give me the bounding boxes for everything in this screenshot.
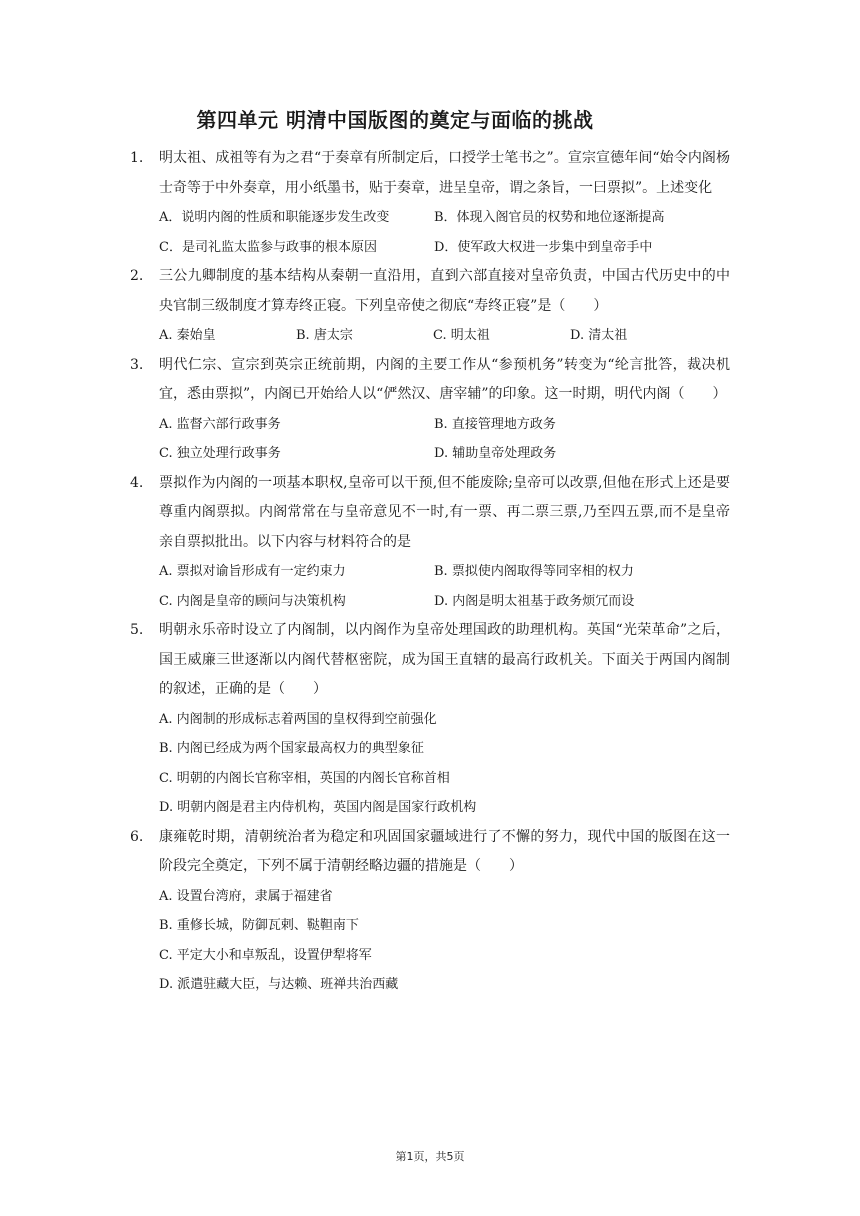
option-c: C. 明太祖: [433, 328, 490, 343]
options: [159, 705, 730, 823]
question-number: 5.: [130, 622, 144, 638]
option-b: B. 内阁已经成为两个国家最高权力的典型象征: [159, 741, 424, 756]
option-d: D. 辅助皇帝处理政务: [434, 446, 557, 461]
question-stem: 票拟作为内阁的一项基本职权,皇帝可以干预,但不能废除;皇帝可以改票,但他在形式上还是要尊重内阁票拟。内阁常常在与皇帝意见不一时,有一票、再二票三票,乃至四五票,而不是皇帝亲自票拟批出。以下内容与材料符合的是: [159, 474, 730, 550]
question-3: [130, 351, 730, 469]
question-number: 1.: [130, 150, 144, 166]
option-d: D. 明朝内阁是君主内侍机构，英国内阁是国家行政机构: [159, 800, 477, 815]
options: [159, 882, 730, 1000]
question-2: [130, 262, 730, 351]
question-number: 4.: [130, 474, 144, 491]
option-c: C. 内阁是皇帝的顾问与决策机构: [159, 593, 346, 609]
option-a: A. 票拟对谕旨形成有一定约束力: [159, 564, 346, 579]
page-footer: 第1页，共5页: [395, 1150, 465, 1163]
question-4: [130, 469, 730, 617]
page-title: 第四单元 明清中国版图的奠定与面临的挑战: [196, 108, 594, 132]
option-d: D. 内阁是明太祖基于政务烦冗而设: [434, 593, 635, 609]
option-d: D．使军政大权进一步集中到皇帝手中: [434, 239, 653, 255]
question-stem: 明朝永乐帝时设立了内阁制，以内阁作为皇帝处理国政的助理机构。英国“光荣革命”之后，国王威廉三世逐渐以内阁代替枢密院，成为国王直辖的最高行政机关。下面关于两国内阁制的叙述，正确的是（ ）: [159, 622, 730, 697]
question-stem: 明代仁宗、宣宗到英宗正统前期，内阁的主要工作从“参预机务”转变为“纶言批答，裁决机宜，悉由票拟”，内阁已开始给人以“俨然汉、唐宰辅”的印象。这一时期，明代内阁（ ）: [159, 356, 730, 402]
option-b: B. 重修长城，防御瓦剌、鞑靼南下: [159, 918, 359, 933]
question-number: 3.: [130, 356, 144, 373]
question-stem: 明太祖、成祖等有为之君“于奏章有所制定后，口授学士笔书之”。宣宗宣德年间“始令内阁杨士奇等于中外奏章，用小纸墨书，贴于奏章，进呈皇帝，谓之条旨，一曰票拟”。上述变化: [159, 150, 730, 196]
options: [159, 557, 730, 616]
option-c: C．是司礼监太监参与政事的根本原因: [159, 239, 377, 255]
options: [159, 410, 730, 469]
question-list: [130, 144, 730, 1000]
option-a: A．说明内阁的性质和职能逐步发生改变: [159, 210, 390, 225]
question-6: [130, 823, 730, 1000]
option-c: C. 明朝的内阁长官称宰相，英国的内阁长官称首相: [159, 770, 450, 786]
option-a: A. 秦始皇: [159, 328, 216, 343]
question-number: 2.: [130, 268, 144, 284]
question-stem: 三公九卿制度的基本结构从秦朝一直沿用，直到六部直接对皇帝负责，中国古代历史中的中央官制三级制度才算寿终正寝。下列皇帝使之彻底“寿终正寝”是（ ）: [159, 268, 730, 314]
question-1: [130, 144, 730, 262]
option-b: B. 票拟使内阁取得等同宰相的权力: [434, 564, 634, 579]
question-5: [130, 616, 730, 823]
question-stem: 康雍乾时期，清朝统治者为稳定和巩固国家疆域进行了不懈的努力，现代中国的版图在这一阶段完全奠定，下列不属于清朝经略边疆的措施是（ ）: [159, 828, 730, 874]
option-c: C. 平定大小和卓叛乱，设置伊犁将军: [159, 947, 372, 963]
option-c: C. 独立处理行政事务: [159, 446, 281, 461]
option-a: A. 内阁制的形成标志着两国的皇权得到空前强化: [159, 711, 437, 727]
options: [159, 321, 730, 351]
option-b: B．体现入阁官员的权势和地位逐渐提高: [434, 210, 665, 225]
question-number: 6.: [130, 828, 144, 845]
option-a: A. 设置台湾府，隶属于福建省: [159, 888, 333, 904]
option-d: D. 派遣驻藏大臣，与达赖、班禅共治西藏: [159, 977, 399, 992]
option-d: D. 清太祖: [570, 328, 628, 343]
options: [159, 203, 730, 262]
option-b: B. 直接管理地方政务: [434, 416, 556, 432]
option-a: A. 监督六部行政事务: [159, 416, 281, 432]
option-b: B. 唐太宗: [296, 328, 353, 343]
